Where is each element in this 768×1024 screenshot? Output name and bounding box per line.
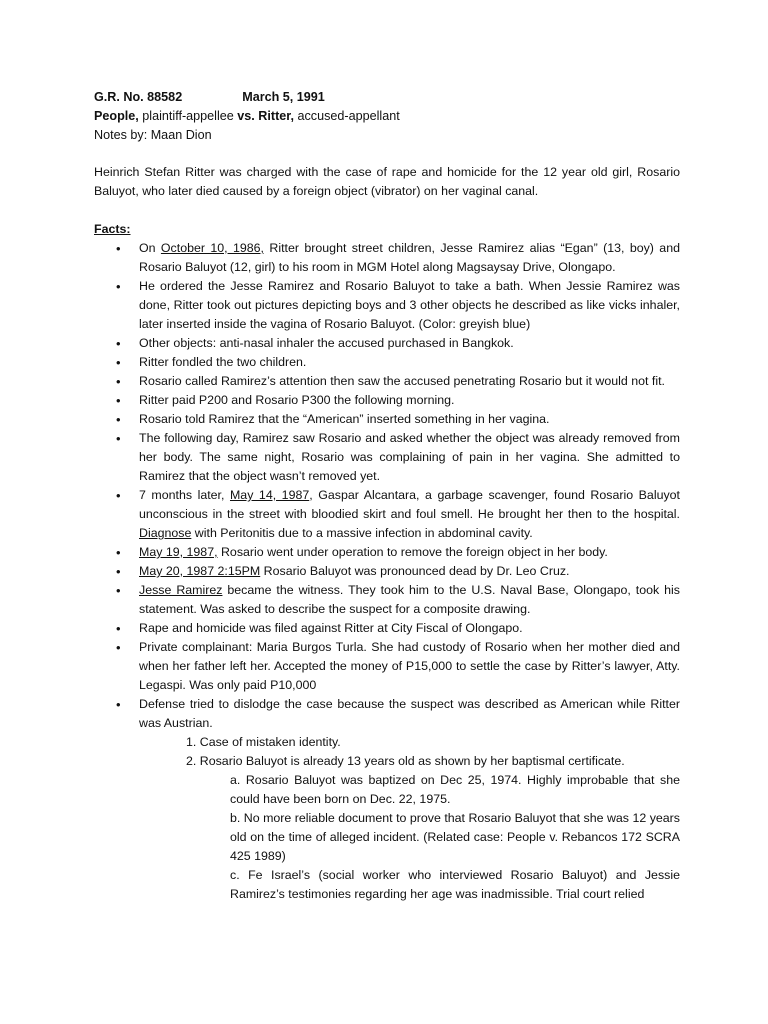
- age-arguments-list: [94, 771, 680, 904]
- intro-paragraph: Heinrich Stefan Ritter was charged with the case of rape and homicide for the 12 year old girl, Rosario Baluyot, who later died caused by a foreign object (vibrator) on her vaginal canal.: [94, 165, 680, 198]
- fact-item: [94, 581, 680, 619]
- sub-sub-item: a. Rosario Baluyot was baptized on Dec 25, 1974. Highly improbable that she could have been born on Dec. 22, 1975.: [230, 773, 680, 806]
- fact-date: May 20, 1987 2:15PM: [139, 564, 261, 578]
- fact-item: • Private complainant: Maria Burgos Turla. She had custody of Rosario when her mother died and when her father left her. Accepted the money of P15,000 to settle the case by Ritter’s lawyer, Atty. Legaspi. Was only paid P10,000: [94, 638, 680, 695]
- fact-underlined: Diagnose: [139, 526, 192, 540]
- defendant-name: vs. Ritter,: [237, 109, 294, 123]
- fact-item: • The following day, Ramirez saw Rosario and asked whether the object was already removed from her body. The same night, Rosario was complaining of pain in her vagina. She admitted to Ramirez that the object wasn’t removed yet.: [94, 429, 680, 486]
- fact-item: • Ritter fondled the two children.: [94, 353, 680, 372]
- fact-text: Ritter brought street children, Jesse Ramirez alias “Egan” (13, boy) and Rosario Baluyot (12, girl) to his room in MGM Hotel along Magsaysay Drive, Olongapo.: [139, 241, 680, 274]
- notes-by: Notes by: Maan Dion: [94, 128, 212, 142]
- sub-item: 1. Case of mistaken identity.: [186, 735, 341, 749]
- fact-text: Rosario Baluyot was pronounced dead by Dr. Leo Cruz.: [260, 564, 570, 578]
- fact-item: [94, 543, 680, 562]
- fact-item: • Rape and homicide was filed against Ritter at City Fiscal of Olongapo.: [94, 619, 680, 638]
- plaintiff-role: plaintiff-appellee: [138, 109, 238, 123]
- sub-sub-item: b. No more reliable document to prove that Rosario Baluyot that she was 12 years old on the time of alleged incident. (Related case: People v. Rebancos 172 SCRA 425 1989): [230, 811, 680, 863]
- fact-text: Rosario went under operation to remove the foreign object in her body.: [217, 545, 608, 559]
- defense-sublist: [94, 733, 680, 771]
- fact-date: October 10, 1986,: [160, 241, 264, 255]
- gr-number: G.R. No. 88582: [94, 90, 183, 104]
- plaintiff-name: People,: [94, 109, 139, 123]
- fact-item: • Ritter paid P200 and Rosario P300 the following morning.: [94, 391, 680, 410]
- fact-text: with Peritonitis due to a massive infection in abdominal cavity.: [191, 526, 533, 540]
- fact-text: 7 months later,: [139, 488, 230, 502]
- fact-date: May 14, 1987: [229, 488, 310, 502]
- fact-item: • Rosario told Ramirez that the “American” inserted something in her vagina.: [94, 410, 680, 429]
- fact-item: • Defense tried to dislodge the case because the suspect was described as American while Ritter was Austrian.: [94, 695, 680, 733]
- sub-sub-item: c. Fe Israel’s (social worker who interviewed Rosario Baluyot) and Jessie Ramirez’s testimonies regarding her age was inadmissible. Trial court relied: [230, 868, 680, 901]
- fact-item: [94, 562, 680, 581]
- decision-date: March 5, 1991: [242, 90, 325, 104]
- case-title: [94, 107, 680, 126]
- fact-text: became the witness. They took him to the U.S. Naval Base, Olongapo, took his statement. Was asked to describe the suspect for a composite drawing.: [139, 583, 680, 616]
- fact-item: [94, 486, 680, 543]
- facts-heading: Facts:: [94, 222, 131, 236]
- defendant-role: accused-appellant: [294, 109, 400, 123]
- fact-item: • Other objects: anti-nasal inhaler the accused purchased in Bangkok.: [94, 334, 680, 353]
- fact-item: [94, 239, 680, 277]
- fact-name: Jesse Ramirez: [139, 583, 223, 597]
- fact-item: • Rosario called Ramirez’s attention then saw the accused penetrating Rosario but it would not fit.: [94, 372, 680, 391]
- fact-date: May 19, 1987,: [139, 545, 218, 559]
- facts-list: [94, 239, 680, 733]
- fact-text: On: [139, 241, 161, 255]
- sub-item: 2. Rosario Baluyot is already 13 years old as shown by her baptismal certificate.: [186, 754, 625, 768]
- fact-item: • He ordered the Jesse Ramirez and Rosario Baluyot to take a bath. When Jessie Ramirez was done, Ritter took out pictures depicting boys and 3 other objects he described as like vicks inhaler, later inserted inside the vagina of Rosario Baluyot. (Color: greyish blue): [94, 277, 680, 334]
- fact-text: , Gaspar Alcantara, a garbage scavenger, found Rosario Baluyot unconscious in the street with bloodied skirt and foul smell. He brought her then to the hospital.: [139, 488, 680, 521]
- case-header: [94, 88, 680, 107]
